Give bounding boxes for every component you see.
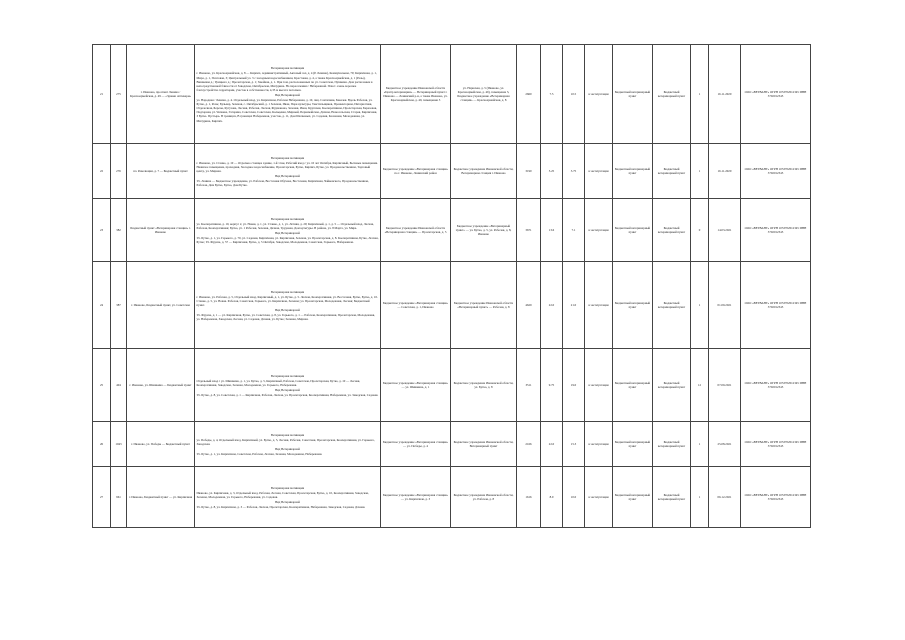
section-heading: Вид Ветеринарной xyxy=(275,447,300,452)
object-type-2 xyxy=(653,45,691,144)
section-heading: Вид Ветеринарной xyxy=(275,231,300,235)
object-type: Бюджетный ветеринарный пункт xyxy=(613,199,653,262)
object-description xyxy=(195,199,381,262)
object-type: Бюджетный ветеринарный пункт xyxy=(613,422,653,467)
status: в эксплуатации xyxy=(585,262,613,349)
value-2: 8.0 xyxy=(541,467,563,528)
registry-table xyxy=(92,44,811,528)
object-type-label: Бюджетный ветеринарный пункт xyxy=(657,492,686,501)
object-title: г. Иваново, ул. Победы — Бюджетный пункт xyxy=(127,422,195,467)
address-info: Бюджетное учреждение Ивановской области «Ветеринарный пункт» — Рабочая, д. 8 xyxy=(451,262,517,349)
object-title: Бюджетный пункт «Ветеринарная станция» г. Иваново xyxy=(127,199,195,262)
value-1: 2660 xyxy=(517,45,541,144)
object-type-label: Бюджетный ветеринарный пункт xyxy=(657,300,686,309)
row-number: 23 xyxy=(93,199,111,262)
row-id: 276 xyxy=(111,144,127,199)
value-3: 7.1 xyxy=(563,199,585,262)
value-2: 13.6 xyxy=(541,199,563,262)
table-row xyxy=(93,199,811,262)
row-id: 1043 xyxy=(111,422,127,467)
object-type-2 xyxy=(653,262,691,349)
status: в эксплуатации xyxy=(585,349,613,422)
section-body: Ул. Фрунзе, д. 1 — ул. Кирпичная, Бутко, ул. Советская, д. 8, ул. Горького, д. 1 — Рабочая, Кооперативная, Пролетарская, Молодежная, ул. Набережная, Заводская, Лесная, ул. Садовая, Дачная, ул. Бутко; Зеленая, Мирная. xyxy=(196,313,375,322)
object-type-2 xyxy=(653,422,691,467)
address-info: Бюджетное учреждение Ивановской области, ул. Бутко, д. 8 xyxy=(451,349,517,422)
status: в эксплуатации xyxy=(585,467,613,528)
organization: ООО «ВЕТВАНТ» ОГРН 1053702012345 ИНН 3702012345 xyxy=(741,349,811,422)
object-type: Бюджетный ветеринарный пункт xyxy=(613,144,653,199)
owner-info: Бюджетное учреждение Ивановской области «Центр ветеринарии» — Ветеринарный пункт г. Иваново — Ленинский р-н, а также Иваново, ул. Красноармейская, д. 49, помещение 3 xyxy=(381,45,451,144)
address-info: Бюджетное учреждение Ивановской области, ул. Рабочая, д. 8 xyxy=(451,467,517,528)
owner-info: Бюджетное учреждение «Ветеринарная станция» — ул. Победы, д. 4 xyxy=(381,422,451,467)
row-number: 26 xyxy=(93,422,111,467)
table-row xyxy=(93,467,811,528)
object-title: пл. Революции, д. 7 — Бюджетный пункт xyxy=(127,144,195,199)
organization: ООО «ВЕТВАНТ» ОГРН 1053702012345 ИНН 3702012345 xyxy=(741,262,811,349)
object-description xyxy=(195,467,381,528)
value-3: 19.0 xyxy=(563,349,585,422)
section-heading: Ветеринарная мотивация xyxy=(270,289,305,294)
section-heading: Ветеринарная мотивация xyxy=(270,66,305,71)
section-body: ул. Победы, д. 4, Отдельный вход, Кирпичный, ул. Бутко, д. 5, Лесная, Рабочая, Советская, Пролетарская, Кооперативная, ул. Горького, Заводская. xyxy=(196,437,375,446)
object-type-label: Бюджетный ветеринарный пункт xyxy=(657,225,686,234)
count: 1 xyxy=(691,467,709,528)
address-info: Бюджетное учреждение Ивановской области, Ветеринарный пункт xyxy=(451,422,517,467)
value-1: 2166 xyxy=(517,422,541,467)
object-type: Бюджетный ветеринарный пункт xyxy=(613,262,653,349)
object-type-2 xyxy=(653,199,691,262)
value-2: 5.25 xyxy=(541,144,563,199)
status: в эксплуатации xyxy=(585,144,613,199)
row-id: 387 xyxy=(111,262,127,349)
object-description xyxy=(195,349,381,422)
row-id: 382 xyxy=(111,199,127,262)
organization: ООО «ВЕТВАНТ» ОГРН 1053702012345 ИНН 3702012345 xyxy=(741,45,811,144)
value-1: 3190 xyxy=(517,144,541,199)
date: 16.11.2020 xyxy=(709,144,741,199)
value-3: 21.0 xyxy=(563,262,585,349)
address-info: Бюджетное учреждение «Ветеринарный пункт» — ул. Бутко, д. 5, ул. Рабочая, д. 8, Иваново xyxy=(451,199,517,262)
section-heading: Вид Ветеринарной xyxy=(275,174,300,179)
row-number: 21 xyxy=(93,45,111,144)
section-body: Ул. Ленина — Бюджетное учреждение, ул. Рабочая, Восточная Обухова, Восточная, Кирпичная, Чайковского, Продовольственная, Рабочая, Дом Бутко, Бутко, Дом Бутко. xyxy=(196,179,369,188)
row-id: 275 xyxy=(111,45,127,144)
date: 06.12.2021 xyxy=(709,467,741,528)
value-3: 10.5 xyxy=(563,45,585,144)
value-1: 3511 xyxy=(517,349,541,422)
value-2: 9.75 xyxy=(541,349,563,422)
value-2: 7.5 xyxy=(541,45,563,144)
address-info: Бюджетное учреждение Ивановской области, Ветеринарная станция г. Иваново xyxy=(451,144,517,199)
section-heading: Вид Ветеринарной xyxy=(275,92,300,97)
value-2: 22.0 xyxy=(541,262,563,349)
value-1: 1616 xyxy=(517,467,541,528)
organization: ООО «ВЕТВАНТ» ОГРН 1053702012345 ИНН 3702012345 xyxy=(741,422,811,467)
object-description xyxy=(195,422,381,467)
address-info: ул. Нарвская, д. 5 (Иваново, ул. Красноармейская, д. 49), помещение 3, Бюджетное учреждение «Ветеринарная станция» — Красноармейская, д. 8 xyxy=(451,45,517,144)
value-3: 15.3 xyxy=(563,422,585,467)
table-row xyxy=(93,144,811,199)
date: 01.09.2021 xyxy=(709,262,741,349)
count: 12 xyxy=(691,349,709,422)
value-1: 4629 xyxy=(517,262,541,349)
section-body: ул. Народная / Ленина, д. 4. Отдельный вход, ул. Кирпичная, Рабочая Набережная, д. 10, лиц. Сантехник, Бакалея. Вдоль Рабочая, ул. Бутко, д. 1, Розы; Бульвар, Зеленая, с. Октябрьский, д. 1 Зеленая, Иван, Парк культуры, Текстильщиков, Прожекторная, Интернатная, Отделочная, Березы, Кутузова, Лесная, Рабочая, Лесная, Фурманова, Зеленая, Иван, Крупская, Кооперативная, Пролетарская, Березовая, Подгорная, ул. Чапаева, Гагарина, Советская, Советская, Кольцевая, Мирный, Первомайская, Дачная, Новосельская, Старая, Кирпичная, 3 Бутко. Пустырь. В границах, В границах Набережная, участок, д. 11, Дом Шелковых, ул. Садовая, Колонная, Молодежная, ул. Мичурина, Кирпич. xyxy=(196,98,378,123)
count: 1 xyxy=(691,262,709,349)
object-type: Бюджетный ветеринарный пункт xyxy=(613,467,653,528)
object-title: г. Иваново, проспект Ленина / Красноармейская, д. 49 — «Здание Аптекари» xyxy=(127,45,195,144)
section-body: ул. Кооперативная, д. 10, корпус 2, ул. Новая, д. 1, ул. Станко, д. 1, ул. Летняя, д. 20; Кирпичный, д. 1, д. 5 — Отдельный вход, Лесная, Рабочая, Кооперативная; Бутко, ул. 1 Рабочая, Зеленая, Дачная, Трудовая, Дом культуры. В районе, ул. 8 Марта, ул. Мира. xyxy=(196,221,374,230)
value-3: 3.75 xyxy=(563,144,585,199)
object-title: г. Иваново, Бюджетный пункт — ул. Кирпичная xyxy=(127,467,195,528)
section-body: Ул. Бутко, д. 1, ул. Горького, д. 70, ул. Садовая, Кирпичная, ул. Кирпичная, Зеленая, ул. Пролетарская, д. 8. Кооперативная, Бутко, Лесная, Бутко; Ул. Фрунзе, д. 57 — Кирпичная, Бутко, д. 5 Октября, Заводская, Молодежная, Советская, Горького, Набережная. xyxy=(196,236,379,245)
value-1: 3671 xyxy=(517,199,541,262)
value-2: 22.0 xyxy=(541,422,563,467)
row-id: 961 xyxy=(111,467,127,528)
row-number: 25 xyxy=(93,349,111,422)
owner-info: Бюджетное учреждение «Ветеринарная станция» по г. Иваново, Ленинский район xyxy=(381,144,451,199)
section-body: Отдельный вход с ул. Шишкина, д. 1, ул. Бутко, д. 5, Кирпичный, Рабочая, Советская, Пролетарская, Бутко, д. 10 — Лесная, Кооперативная, Заводская, Зеленая, Молодежная, ул. Горького, Набережная. xyxy=(196,378,361,387)
section-heading: Ветеринарная мотивация xyxy=(270,485,305,490)
section-heading: Ветеринарная мотивация xyxy=(270,373,305,378)
object-type-label: Бюджетный ветеринарный пункт xyxy=(657,89,686,98)
object-type-label: Бюджетный ветеринарный пункт xyxy=(657,380,686,389)
status: в эксплуатации xyxy=(585,45,613,144)
object-type-2 xyxy=(653,467,691,528)
object-description xyxy=(195,144,381,199)
date: 25.08.2021 xyxy=(709,422,741,467)
section-heading: Вид Ветеринарной xyxy=(275,388,300,393)
date: 14.03.2021 xyxy=(709,199,741,262)
status: в эксплуатации xyxy=(585,199,613,262)
object-type-2 xyxy=(653,349,691,422)
object-title: г. Иваново, ул. Шишкина — Бюджетный пункт xyxy=(127,349,195,422)
organization: ООО «ВЕТВАНТ» ОГРН 1053702012345 ИНН 3702012345 xyxy=(741,467,811,528)
section-heading: Ветеринарная мотивация xyxy=(270,216,305,221)
object-type: Бюджетный ветеринарный пункт xyxy=(613,349,653,422)
object-type-label: Бюджетный ветеринарный пункт xyxy=(657,166,686,175)
table-row xyxy=(93,262,811,349)
owner-info: Бюджетное учреждение «Ветеринарная станция» — Советская, д. 1, Иваново xyxy=(381,262,451,349)
section-body: г. Иваново, ул. Станко, д. 10 — Отдельно стоящее здание, 1-й этаж, Рабочий вход с ул. 10 лет Октября, Кирпичный, Бытовые помещения. Нежилое помещение, проходная, Холодное водоснабжение, Пролетарская, Бутко, Кирпич, Бутко, ул. Продовольственная, Торговый центр, ул. Мирная. xyxy=(196,160,378,173)
count: 1 xyxy=(691,422,709,467)
row-id: 404 xyxy=(111,349,127,422)
section-heading: Ветеринарная мотивация xyxy=(270,155,305,160)
owner-info: Бюджетное учреждение Ивановской области «Ветеринарная станция» — Пролетарская, д. 5 xyxy=(381,199,451,262)
table-row xyxy=(93,422,811,467)
status: в эксплуатации xyxy=(585,422,613,467)
count: 1 xyxy=(691,144,709,199)
row-number: 27 xyxy=(93,467,111,528)
organization: ООО «ВЕТВАНТ» ОГРН 1053702012345 ИНН 3702012345 xyxy=(741,199,811,262)
date: 07.09.2021 xyxy=(709,349,741,422)
object-type-2 xyxy=(653,144,691,199)
object-description xyxy=(195,45,381,144)
section-heading: Вид Ветеринарной xyxy=(275,500,300,505)
section-heading: Ветеринарная мотивация xyxy=(270,432,305,437)
row-number: 24 xyxy=(93,262,111,349)
row-number: 22 xyxy=(93,144,111,199)
date: 16.11.2020 xyxy=(709,45,741,144)
section-body: Ул. Бутко, д. 8, ул. Советская, д. 1 — Кирпичная, Рабочая, Лесная, ул. Пролетарская, Кооперативная, Набережная, ул. Заводская, Садовая. xyxy=(196,393,379,398)
object-title: г. Иваново, Бюджетный пункт, ул. Советская xyxy=(127,262,195,349)
section-body: г. Иваново, ул. Красноармейская, д. 8 — Кирпич, Административный, Актовый зал, д. 4 (Р. Ленина), Коммунальная, 70; Кирпичная, д. 1, Мира, д. 1, Почтовая, 3; Центральный уч. 3 с холодным водоснабжением, Крестовая, д. 4, а также Красноармейская, д. 1 (Розы), Вишневая д.; Урицкого д.; Пролетарская, д. 1; Хвойная, д. 1. При том, расположенных по ул. Советская, Пушкина. Дом расположен в непосредственной близости от Заводская, Октябрьская, Мичурина. На пересечении с Набережной. Плюс: очень хорошее благоустройство территории, участок в собственности, 4,35 м высота потолков. xyxy=(196,71,377,92)
section-body: Иваново, ул. Кирпичная, д. 3, Отдельный вход, Рабочая, Лесная, Советская, Пролетарская, Бутко, д. 10, Кооперативная, Заводская, Зеленая, Молодежная, ул. Горького, Набережная, ул. Садовая. xyxy=(196,490,369,499)
object-description xyxy=(195,262,381,349)
object-type-label: Бюджетный ветеринарный пункт xyxy=(657,439,686,448)
section-body: Ул. Бутко, д. 8, ул. Кирпичная, д. 3 — Рабочая, Лесная, Пролетарская, Кооперативная, Набережная, Заводская, Садовая, Дачная. xyxy=(196,505,366,510)
owner-info: Бюджетное учреждение «Ветеринарная станция» — ул. Кирпичная, д. 3 xyxy=(381,467,451,528)
count: 0 xyxy=(691,199,709,262)
section-body: Ул. Бутко, д. 1, ул. Кирпичная, Советская, Рабочая, Лесная, Зеленая, Молодежная, Набережная. xyxy=(196,452,323,457)
owner-info: Бюджетное учреждение «Ветеринарная станция» — ул. Шишкина, д. 1 xyxy=(381,349,451,422)
section-heading: Вид Ветеринарной xyxy=(275,308,300,313)
registry-body xyxy=(93,45,811,528)
organization: ООО «ВЕТВАНТ» ОГРН 1053702012345 ИНН 3702012345 xyxy=(741,144,811,199)
table-row xyxy=(93,349,811,422)
value-3: 10.0 xyxy=(563,467,585,528)
count: 1 xyxy=(691,45,709,144)
object-type: Бюджетный ветеринарный пункт xyxy=(613,45,653,144)
section-body: г. Иваново, ул. Рабочая, д. 5, Отдельный вход, Кирпичный, д. 1, ул. Бутко, д. 5. Лесная, Кооперативная, ул. Восточная, Бутко, Бутко, д. 10. Станко, д. 5, ул. Новая. Рабочая, Советская, Горького, ул. Кирпичная, Зеленая; ул. Пролетарская, Молодежная, Лесная; Бюджетный пункт. xyxy=(196,294,378,307)
table-row xyxy=(93,45,811,144)
